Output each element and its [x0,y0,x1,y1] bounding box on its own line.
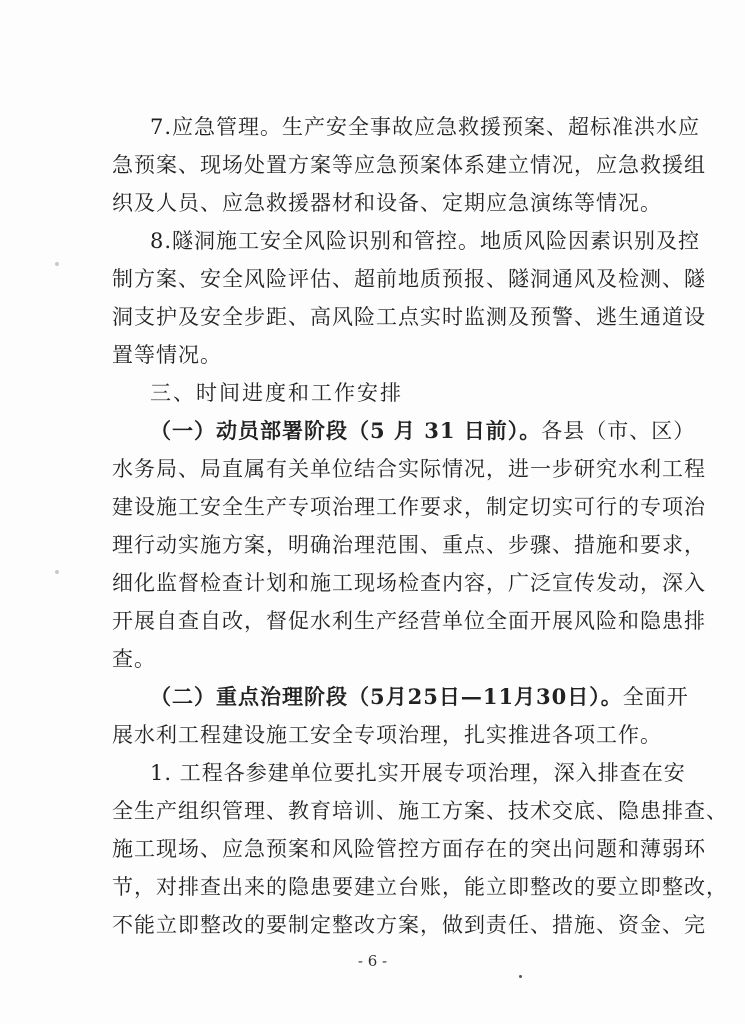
stage-1-first-line-rest: 各县（市、区） [541,419,696,443]
stage-1-line-4: 理行动实施方案，明确治理范围、重点、步骤、措施和要求， [112,533,706,557]
paragraph-8-line-3: 洞支护及安全步距、高风险工点实时监测及预警、逃生通道设 [112,305,706,329]
section-heading: 三、时间进度和工作安排 [150,381,403,405]
paragraph-8-line-4: 置等情况。 [112,343,222,367]
stage-1-line-3: 建设施工安全生产专项治理工作要求，制定切实可行的专项治 [112,495,706,519]
item-1-line-5: 不能立即整改的要制定整改方案，做到责任、措施、资金、完 [112,913,706,937]
stage-1-line-2: 水务局、局直属有关单位结合实际情况，进一步研究水利工程 [112,457,706,481]
stage-2-first-line-rest: 全面开 [622,685,689,709]
stage-2-line-2: 展水利工程建设施工安全专项治理，扎实推进各项工作。 [112,723,662,747]
paragraph-8-line-2: 制方案、安全风险评估、超前地质预报、隧洞通风及检测、隧 [112,267,706,291]
item-1-line-1: 1. 工程各参建单位要扎实开展专项治理，深入排查在安 [150,761,686,785]
page-number: - 6 - [357,952,388,970]
scan-speck [519,975,522,978]
paragraph-7-line-3: 织及人员、应急救援器材和设备、定期应急演练等情况。 [112,191,662,215]
item-1-line-4: 节，对排查出来的隐患要建立台账，能立即整改的要立即整改， [112,875,728,899]
stage-1-line-6: 开展自查自改，督促水利生产经营单位全面开展风险和隐患排 [112,609,706,633]
stage-2-first-line [150,680,689,714]
scan-speck [55,262,59,266]
stage-1-first-line [150,414,696,448]
item-1-line-2: 全生产组织管理、教育培训、施工方案、技术交底、隐患排查、 [112,799,728,823]
scan-speck [55,570,59,574]
paragraph-7-line-1: 7.应急管理。生产安全事故应急救援预案、超标准洪水应 [150,115,701,139]
paragraph-7-line-2: 急预案、现场处置方案等应急预案体系建立情况，应急救援组 [112,153,706,177]
stage-1-line-7: 查。 [112,647,156,671]
item-1-line-3: 施工现场、应急预案和风险管控方面存在的突出问题和薄弱环 [112,837,706,861]
stage-1-title: （一）动员部署阶段（5 月 31 日前）。 [150,418,542,443]
stage-2-title: （二）重点治理阶段（5月25日—11月30日）。 [150,684,623,709]
stage-1-line-5: 细化监督检查计划和施工现场检查内容，广泛宣传发动，深入 [112,571,706,595]
paragraph-8-line-1: 8.隧洞施工安全风险识别和管控。地质风险因素识别及控 [150,229,701,253]
